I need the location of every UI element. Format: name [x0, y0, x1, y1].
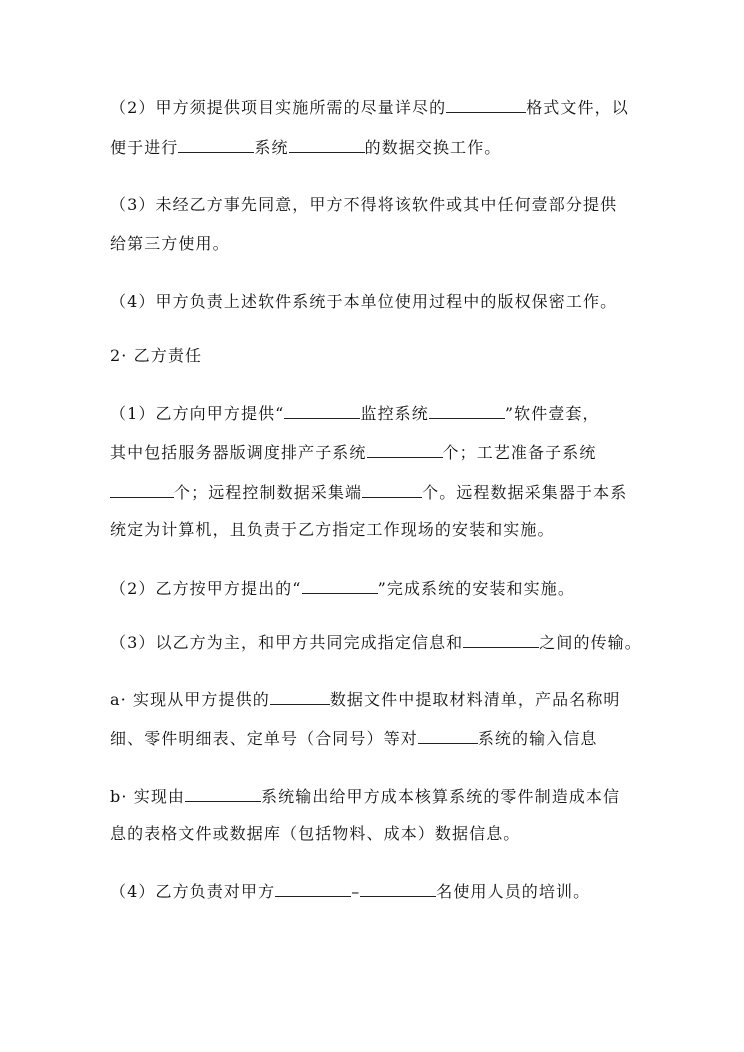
- paragraph-line: b· 实现由 系统输出给甲方成本核算系统的零件制造成本信: [110, 787, 621, 806]
- paragraph-line: （3）以乙方为主，和甲方共同完成指定信息和 之间的传输。: [110, 633, 642, 652]
- fill-in-blank[interactable]: [302, 578, 378, 594]
- paragraph-line: 其中包括服务器版调度排产子系统 个；工艺准备子系统: [110, 443, 597, 462]
- fill-in-blank[interactable]: [360, 881, 436, 897]
- fill-in-blank[interactable]: [270, 689, 330, 705]
- fill-in-blank[interactable]: [275, 881, 351, 897]
- fill-in-blank[interactable]: [289, 137, 365, 153]
- paragraph-line: a· 实现从甲方提供的 数据文件中提取材料清单，产品名称明: [110, 690, 621, 709]
- paragraph-line: 便于进行 系统 的数据交换工作。: [110, 138, 502, 157]
- fill-in-blank[interactable]: [362, 482, 422, 498]
- paragraph-line: （2）甲方须提供项目实施所需的尽量详尽的 格式文件，以: [110, 98, 629, 117]
- paragraph-line: （4）甲方负责上述软件系统于本单位使用过程中的版权保密工作。: [110, 292, 618, 311]
- fill-in-blank[interactable]: [418, 728, 478, 744]
- paragraph-line: 个；远程控制数据采集端 个。远程数据采集器于本系: [110, 482, 640, 503]
- paragraph-line: （1）乙方向甲方提供“ 监控系统 ”软件壹套，: [110, 404, 600, 423]
- paragraph-line: 息的表格文件或数据库（包括物料、成本）数据信息。: [110, 824, 521, 843]
- fill-in-blank[interactable]: [446, 97, 526, 113]
- paragraph-line: 给第三方使用。: [110, 234, 230, 253]
- fill-in-blank[interactable]: [185, 786, 261, 802]
- section-heading: 2· 乙方责任: [110, 346, 203, 365]
- paragraph-line: （2）乙方按甲方提出的“ ”完成系统的安装和实施。: [110, 579, 575, 598]
- fill-in-blank[interactable]: [178, 137, 254, 153]
- fill-in-blank[interactable]: [429, 403, 505, 419]
- fill-in-blank[interactable]: [110, 482, 174, 498]
- fill-in-blank[interactable]: [284, 403, 360, 419]
- fill-in-blank[interactable]: [367, 442, 443, 458]
- fill-in-blank[interactable]: [463, 632, 539, 648]
- paragraph-line: （3）未经乙方事先同意，甲方不得将该软件或其中任何壹部分提供: [110, 195, 618, 214]
- paragraph-line: （4）乙方负责对甲方 – 名使用人员的培训。: [110, 882, 591, 901]
- paragraph-line: 细、零件明细表、定单号（合同号）等对 系统的输入信息: [110, 729, 598, 748]
- paragraph-line: 统定为计算机，且负责于乙方指定工作现场的安装和实施。: [110, 520, 555, 539]
